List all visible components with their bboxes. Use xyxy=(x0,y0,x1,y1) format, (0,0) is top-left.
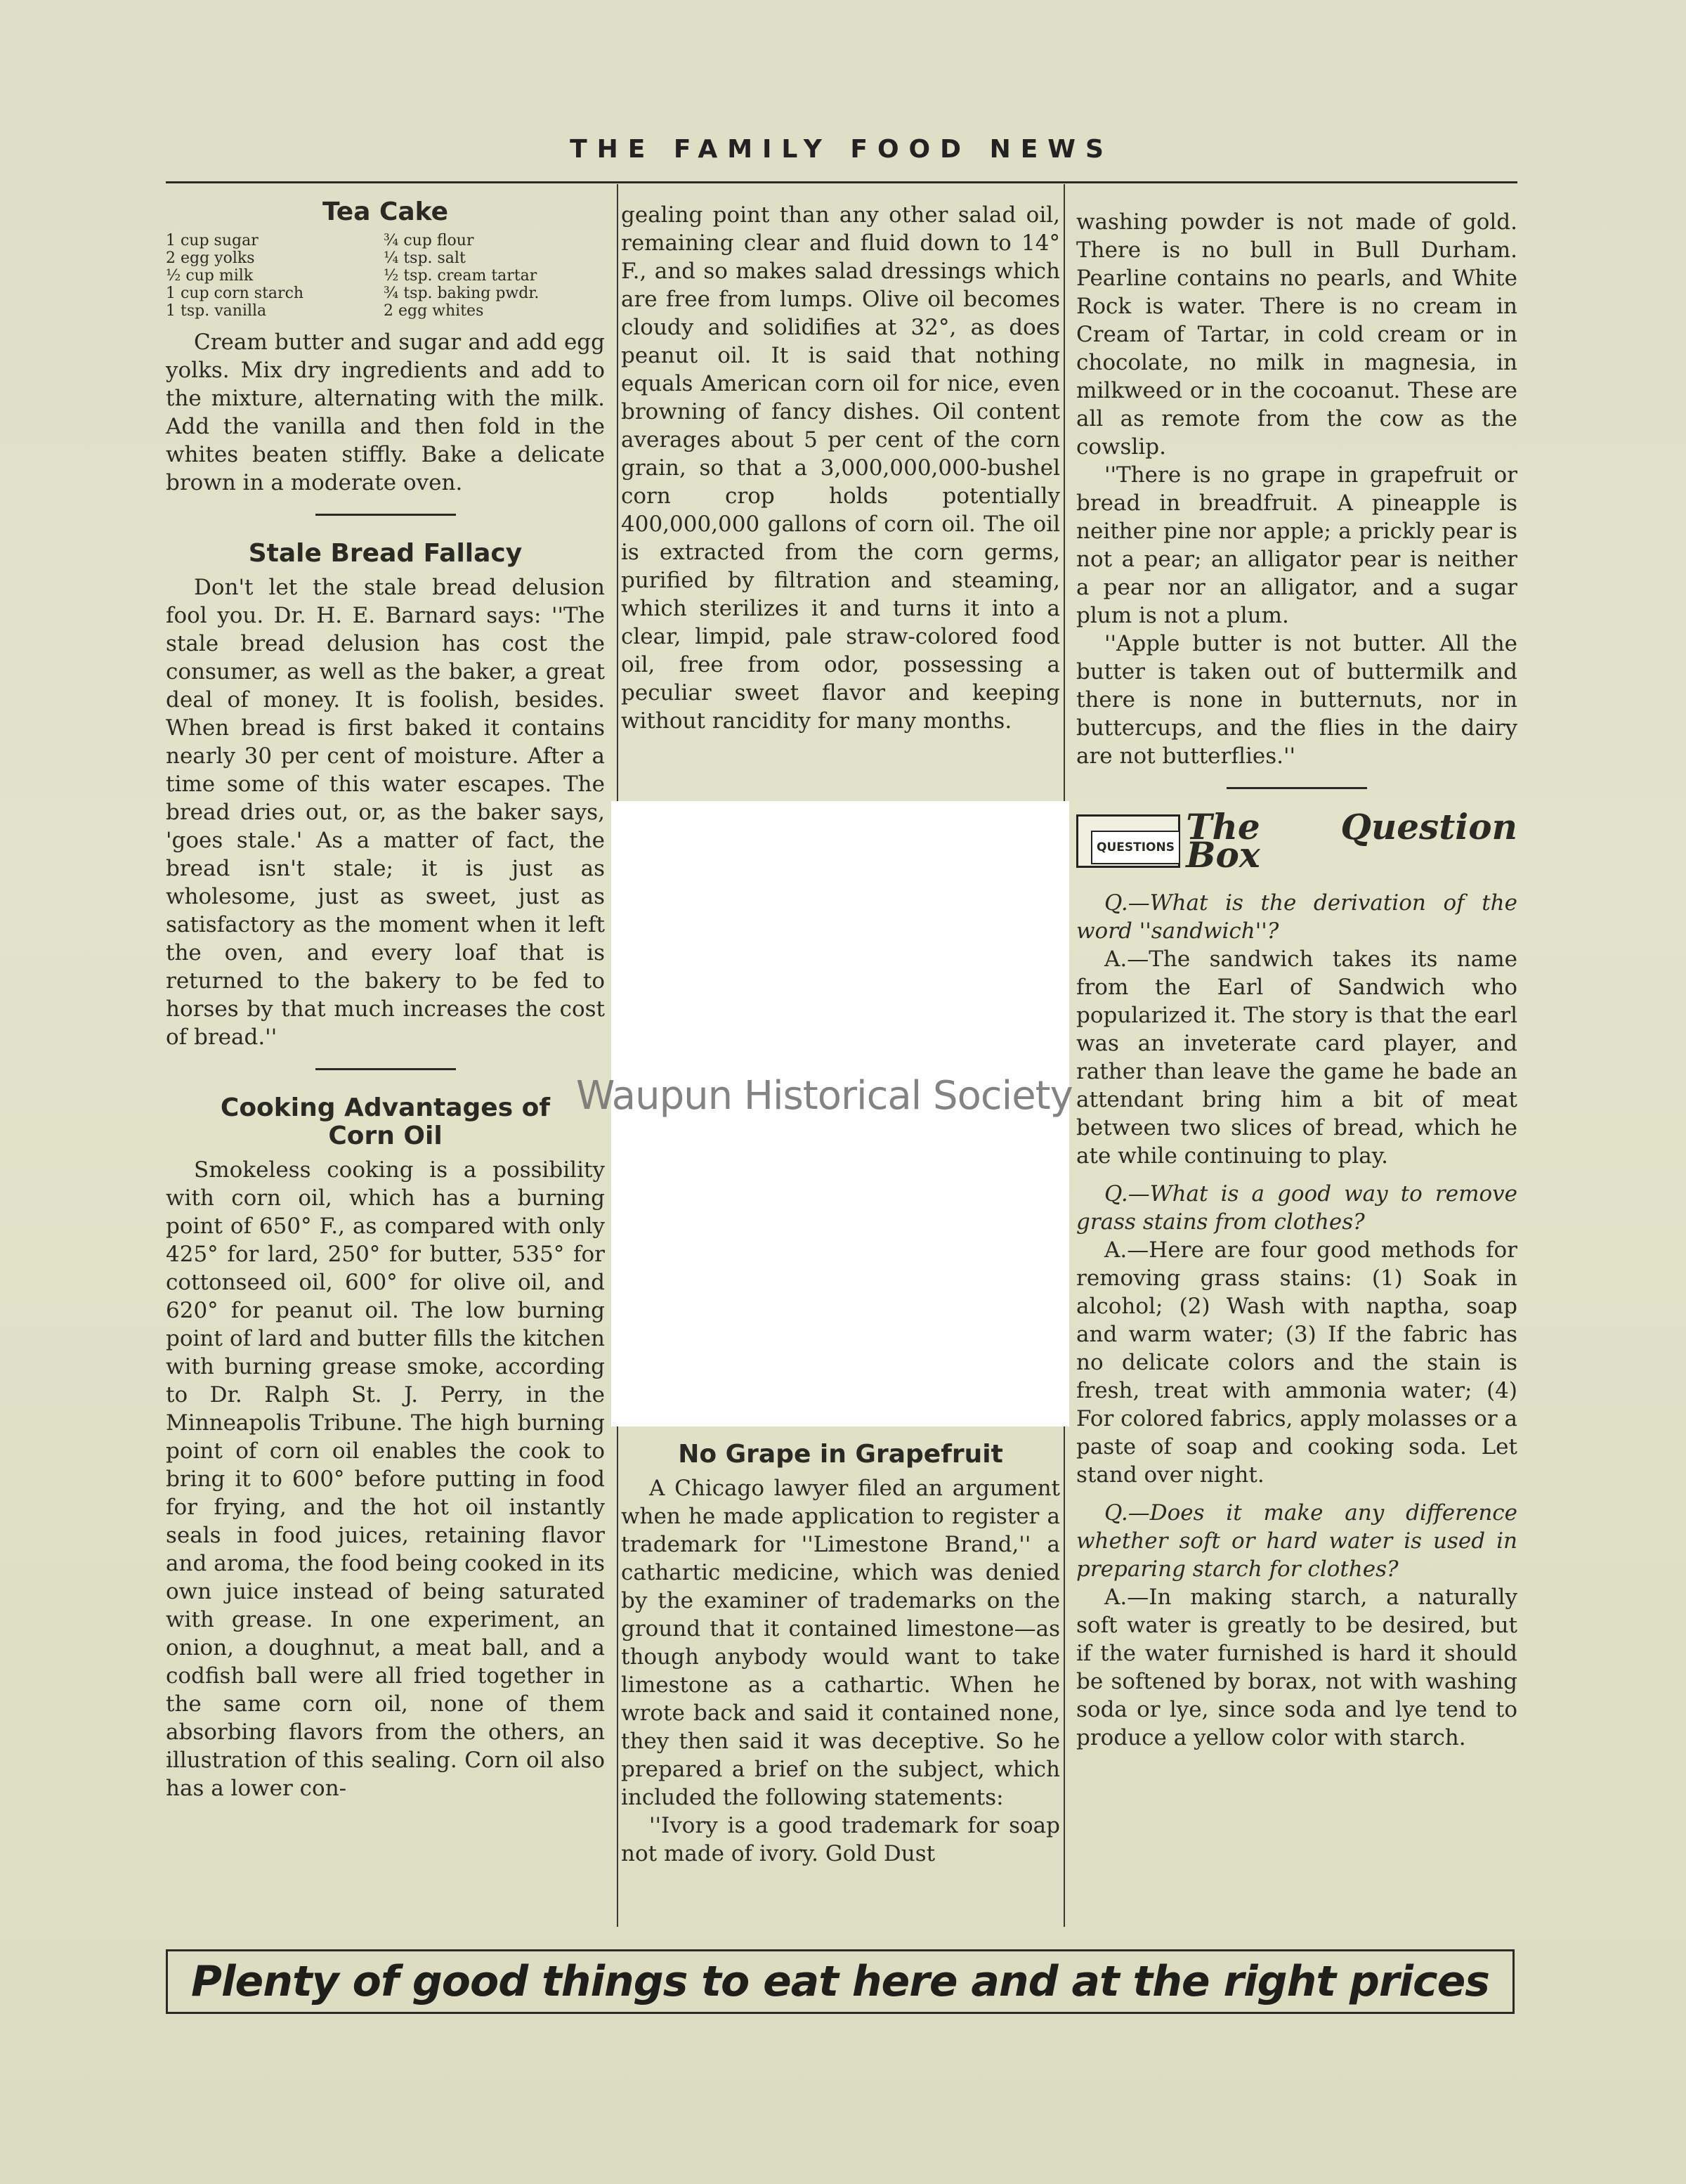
grapefruit-body: A Chicago lawyer filed an argument when he made application to register a trademark for ''Limestone Brand,'' a cathartic medicine, which was denied by the examiner of trademarks on the ground that it contained limestone—as though anybody would want to take limestone as a cathartic. When he wrote back and said it contained none, they then said it was deceptive. So he prepared a brief on the subject, which included the following statements: xyxy=(621,1476,1060,1810)
corn-oil-body: Smokeless cooking is a possibility with corn oil, which has a burning point of 650° F., as compared with only 425° for lard, 250° for butter, 535° for cottonseed oil, 600° for olive oil, and 620° for peanut oil. The low burning point of lard and butter fills the kitchen with burning grease smoke, according to Dr. Ralph St. J. Perry, in the Minneapolis Tribune. The high burning point of corn oil enables the cook to bring it to 600° before putting in food for frying, and the hot oil instantly seals in food juices, retaining flavor and aroma, the food being cooked in its own juice instead of being saturated with grease. In one experiment, an onion, a doughnut, a meat ball, and a codfish ball were all fried together in the same corn oil, none of them absorbing flavors from the others, an illustration of this sealing. Corn oil also has a lower con- xyxy=(166,1157,605,1801)
column-1 xyxy=(166,198,605,1802)
ingredient: 2 egg whites xyxy=(384,302,484,320)
ingredient: 1 tsp. vanilla xyxy=(166,302,267,320)
corn-oil-title-line1: Cooking Advantages of xyxy=(220,1093,551,1122)
ingredient: ¼ tsp. salt xyxy=(384,249,466,267)
question-box-label: QUESTIONS xyxy=(1091,831,1180,864)
question-box-icon xyxy=(1076,814,1180,868)
ingredient: ¾ tsp. baking pwdr. xyxy=(384,285,540,302)
ingredient: ¾ cup flour xyxy=(384,232,474,249)
column-2-bottom xyxy=(621,1441,1060,1868)
stale-bread-body: Don't let the stale bread delusion fool you. Dr. H. E. Barnard says: ''The stale bread delusion has cost the consumer, as well as the baker, a great deal of money. It is foolish, besides. When bread is first baked it contains nearly 30 per cent of moisture. After a time some of this water escapes. The bread dries out, or, as the baker says, 'goes stale.' As a matter of fact, the bread isn't stale; it is just as wholesome, just as sweet, just as satisfactory as the moment when it left the oven, and every loaf that is returned to the bakery to be fed to horses by that much increases the cost of bread.'' xyxy=(166,575,605,1050)
masthead: THE FAMILY FOOD NEWS xyxy=(570,135,1113,164)
tea-cake-title: Tea Cake xyxy=(322,197,449,226)
column-2-top xyxy=(621,201,1060,735)
ingredient: ½ tsp. cream tartar xyxy=(384,267,537,285)
ingredient: 1 cup sugar xyxy=(166,232,259,249)
stale-bread-title: Stale Bread Fallacy xyxy=(248,539,523,568)
ingredient: 1 cup corn starch xyxy=(166,285,304,302)
answer-3: A.—In making starch, a naturally soft water is greatly to be desired, but if the water furnished is hard it should be softened by borax, not with washing soda or lye, since soda and lye tend to produce a yellow color with starch. xyxy=(1076,1585,1517,1750)
grapefruit-quote-p2: ''There is no grape in grapefruit or bread in breadfruit. A pineapple is neither pine nor apple; a prickly pear is not a pear; an alligator pear is neither a pear nor an alligator, and a sugar plum is not a plum. xyxy=(1076,462,1517,628)
divider xyxy=(1227,787,1367,789)
divider xyxy=(315,1068,456,1070)
question-1: Q.—What is the derivation of the word ''sandwich''? xyxy=(1076,890,1517,944)
grapefruit-title: No Grape in Grapefruit xyxy=(678,1440,1003,1469)
question-box-header xyxy=(1076,806,1517,876)
answer-1: A.—The sandwich takes its name from the Earl of Sandwich who popularized it. The story is that the earl was an inveterate card player, and rather than leave the game he bade an attendant bring him a bit of meat between two slices of bread, which he ate while continuing to play. xyxy=(1076,947,1517,1169)
divider xyxy=(315,514,456,516)
tea-cake-ingredients xyxy=(166,232,605,320)
question-3: Q.—Does it make any difference whether soft or hard water is used in preparing starch for clothes? xyxy=(1076,1500,1517,1582)
answer-2: A.—Here are four good methods for removing grass stains: (1) Soak in alcohol; (2) Wash with naptha, soap and warm water; (3) If the fabric has no delicate colors and the stain is fresh, treat with ammonia water; (4) For colored fabrics, apply molasses or a paste of soap and cooking soda. Let stand over night. xyxy=(1076,1237,1517,1488)
question-2: Q.—What is a good way to remove grass stains from clothes? xyxy=(1076,1181,1517,1235)
column-3 xyxy=(1076,208,1517,1752)
advertising-banner: Plenty of good things to eat here and at the right prices xyxy=(166,1949,1515,2014)
ingredient: 2 egg yolks xyxy=(166,249,255,267)
ingredients-left xyxy=(166,232,384,320)
grapefruit-quote-cont: washing powder is not made of gold. There is no bull in Bull Durham. Pearline contains no pearls, and White Rock is water. There is no cream in Cream of Tartar, in cold cream or in chocolate, no milk in magnesia, in milkweed or in the cocoanut. These are all as remote from the cow as the cowslip. xyxy=(1076,209,1517,460)
watermark: Waupun Historical Society xyxy=(576,1073,1073,1119)
ingredients-right xyxy=(384,232,539,320)
grapefruit-quote-p3: ''Apple butter is not butter. All the butter is taken out of buttermilk and there is none in butternuts, nor in buttercups, and the flies in the dairy are not butterflies.'' xyxy=(1076,631,1517,769)
corn-oil-title-line2: Corn Oil xyxy=(328,1122,443,1150)
masthead-rule xyxy=(166,181,1517,183)
question-box-title: The Question Box xyxy=(1186,806,1517,876)
tea-cake-body: Cream butter and sugar and add egg yolks. Mix dry ingredients and add to the mixture, alternating with the milk. Add the vanilla and then fold in the whites beaten stiffly. Bake a delicate brown in a moderate oven. xyxy=(166,330,605,495)
corn-oil-continued: gealing point than any other salad oil, remaining clear and fluid down to 14° F., and so makes salad dressings which are free from lumps. Olive oil becomes cloudy and solidifies at 32°, as does peanut oil. It is said that nothing equals American corn oil for nice, even browning of fancy dishes. Oil content averages about 5 per cent of the corn grain, so that a 3,000,000,000-bushel corn crop holds potentially 400,000,000 gallons of corn oil. The oil is extracted from the corn germs, purified by filtration and steaming, which sterilizes it and turns it into a clear, limpid, pale straw-colored food oil, free from odor, possessing a peculiar sweet flavor and keeping without rancidity for many months. xyxy=(621,202,1060,734)
grapefruit-quote-start: ''Ivory is a good trademark for soap not made of ivory. Gold Dust xyxy=(621,1813,1060,1866)
ingredient: ½ cup milk xyxy=(166,267,254,285)
